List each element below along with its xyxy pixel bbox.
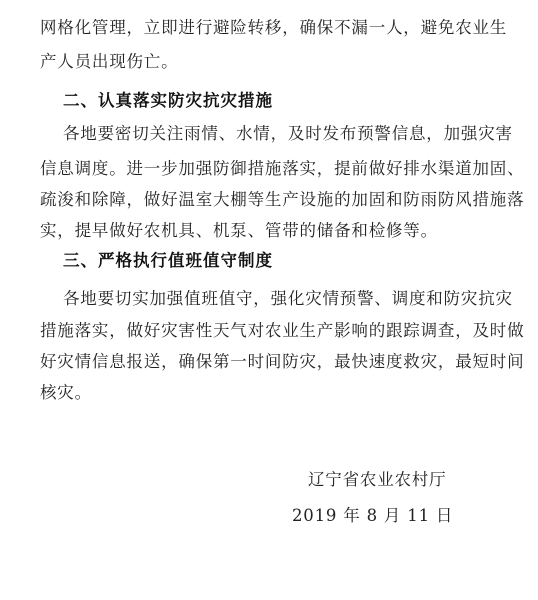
section-heading: 三、严格执行值班值守制度 [63,251,273,270]
paragraph-line: 各地要切实加强值班值守，强化灾情预警、调度和防灾抗灾 [63,289,513,308]
paragraph-line: 疏浚和除障，做好温室大棚等生产设施的加固和防雨防风措施落 [40,190,525,209]
paragraph-line: 好灾情信息报送，确保第一时间防灾，最快速度救灾，最短时间 [40,352,525,371]
signature-organization: 辽宁省农业农村厅 [308,470,447,489]
paragraph-line: 措施落实，做好灾害性天气对农业生产影响的跟踪调查，及时做 [40,321,525,340]
paragraph-line: 网格化管理，立即进行避险转移，确保不漏一人，避免农业生 [40,18,508,37]
paragraph-line: 核灾。 [40,383,92,402]
paragraph-line: 各地要密切关注雨情、水情，及时发布预警信息，加强灾害 [63,124,513,143]
paragraph-line: 实，提早做好农机具、机泵、管带的储备和检修等。 [40,221,438,240]
paragraph-line: 产人员出现伤亡。 [40,52,179,71]
signature-date: 2019 年 8 月 11 日 [292,506,454,525]
paragraph-line: 信息调度。进一步加强防御措施落实，提前做好排水渠道加固、 [40,159,525,178]
section-heading: 二、认真落实防灾抗灾措施 [63,91,273,110]
